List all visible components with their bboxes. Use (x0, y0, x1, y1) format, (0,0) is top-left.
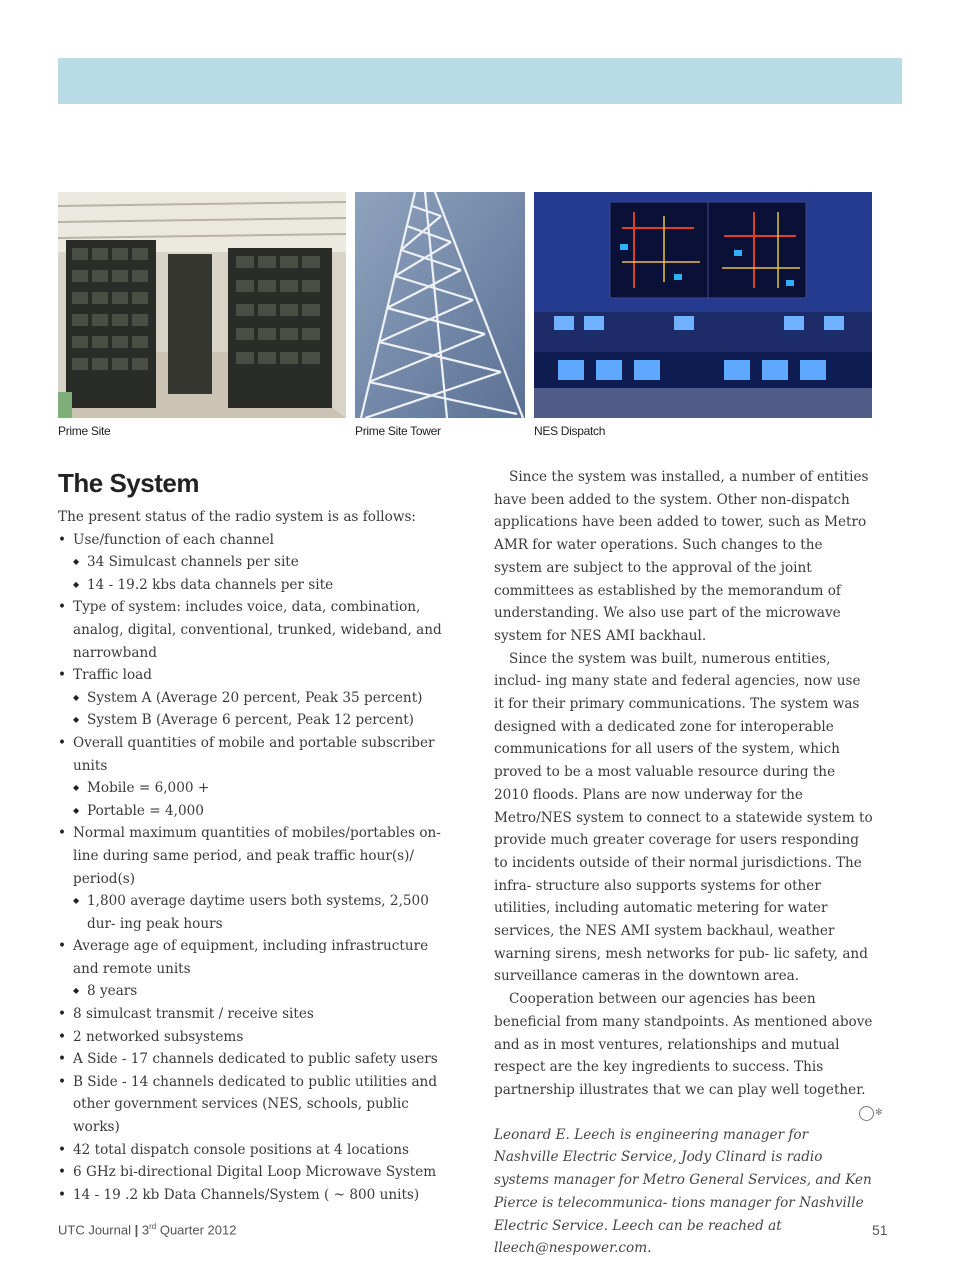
spec-subitem: ◆ Mobile = 6,000 + (73, 777, 458, 800)
left-column (58, 466, 458, 1206)
section-heading: The System (58, 468, 199, 498)
spec-item (58, 664, 458, 732)
journal-name: UTC Journal (58, 1222, 131, 1238)
spec-sublist (73, 980, 458, 1003)
spec-subitem: ◆ 14 - 19.2 kbs data channels per site (73, 574, 458, 597)
page-number: 51 (872, 1222, 888, 1238)
spec-subitem: ◆ 8 years (73, 980, 458, 1003)
spec-list (58, 529, 458, 1207)
prime-site-caption: Prime Site (58, 424, 111, 438)
spec-item (58, 1003, 458, 1026)
footer-journal (58, 1222, 236, 1237)
spec-item (58, 935, 458, 1003)
spec-item (58, 1048, 458, 1071)
spec-item-text: Average age of equipment, including infrastructure and remote units (73, 938, 429, 977)
spec-item (58, 1161, 458, 1184)
spec-sublist (73, 687, 458, 732)
quarter-text: Quarter 2012 (156, 1222, 237, 1238)
spec-item-text: B Side - 14 channels dedicated to public utilities and other government services (NES, schools, public works) (73, 1073, 438, 1136)
prime-site-photo (58, 192, 346, 418)
spec-item-text: Use/function of each channel (73, 531, 275, 548)
header-banner (58, 58, 902, 104)
paragraph (494, 988, 883, 1118)
quarter-suffix: rd (149, 1222, 157, 1231)
spec-sublist (73, 551, 458, 596)
spec-item (58, 1026, 458, 1049)
spec-sublist (73, 777, 458, 822)
spec-item-text: 2 networked subsystems (73, 1028, 244, 1045)
nes-dispatch-caption: NES Dispatch (534, 424, 606, 438)
spec-item (58, 1139, 458, 1162)
spec-item-text: Traffic load (73, 667, 152, 684)
spec-item-text: Overall quantities of mobile and portable subscriber units (73, 734, 435, 774)
paragraph-text: Cooperation between our agencies has been beneficial from many standpoints. As mentioned above and as in most ventures, relationships and mutual respect are the key ingredients to success. This partnership illustrates that we can play well together. (494, 991, 873, 1098)
spec-item (58, 596, 458, 664)
spec-item (58, 529, 458, 597)
spec-item (58, 822, 458, 935)
spec-item-text: 42 total dispatch console positions at 4 locations (73, 1141, 410, 1158)
author-bio: Leonard E. Leech is engineering manager for Nashville Electric Service, Jody Clinard is radio systems manager for Metro General Services, and Ken Pierce is telecommunica- tions manager for Nashville Electric Service. Leech can be reached at lleech@nespower.com. (494, 1126, 872, 1257)
quarter-number: 3 (141, 1222, 150, 1238)
prime-site-tower-caption: Prime Site Tower (355, 424, 441, 438)
paragraph: Since the system was installed, a number of entities have been added to the system. Other non-dispatch applications have been added to tower, such as Metro AMR for water operations. Such changes to the system are subject to the approval of the joint committees as established by the memorandum of understanding. We also use part of the microwave system for NES AMI backhaul. (494, 469, 869, 644)
spec-subitem: ◆ System B (Average 6 percent, Peak 12 percent) (73, 709, 458, 732)
spec-item-text: Type of system: includes voice, data, combination, analog, digital, conventional, trunked, wideband, and narrowband (73, 599, 442, 661)
spec-item (58, 1184, 458, 1207)
spec-sublist (73, 890, 458, 935)
spec-subitem: ◆ System A (Average 20 percent, Peak 35 percent) (73, 687, 458, 710)
intro-text: The present status of the radio system is as follows: (58, 509, 417, 525)
footer-separator: | (134, 1222, 139, 1238)
spec-item-text: 14 - 19 .2 kb Data Channels/System ( ~ 800 units) (73, 1186, 420, 1203)
end-mark-icon: ✻ (859, 1106, 874, 1121)
spec-subitem: ◆ 34 Simulcast channels per site (73, 551, 458, 574)
spec-item-text: A Side - 17 channels dedicated to public safety users (73, 1051, 438, 1068)
spec-item (58, 1071, 458, 1139)
spec-item-text: Normal maximum quantities of mobiles/portables on-line during same period, and peak traffic hour(s)/ period(s) (73, 825, 441, 887)
spec-item-text: 6 GHz bi-directional Digital Loop Microwave System (73, 1164, 437, 1181)
spec-subitem: ◆ Portable = 4,000 (73, 800, 458, 823)
nes-dispatch-photo (534, 192, 872, 418)
spec-subitem: ◆ 1,800 average daytime users both systems, 2,500 dur- ing peak hours (73, 890, 458, 935)
prime-site-tower-photo (355, 192, 525, 418)
paragraph: Since the system was built, numerous entities, includ- ing many state and federal agencies, now use it for their primary communications. The system was designed with a dedicated zone for interoperable communications for all users of the system, which proved to be a most valuable resource during the 2010 floods. Plans are now underway for the Metro/NES system to connect to a statewide system to provide much greater coverage for users responding to incidents outside of their normal jurisdictions. The infra- structure also supports systems for other utilities, including automatic metering for water services, the NES AMI system backhaul, weather warning sirens, mesh networks for pub- lic safety, and surveillance cameras in the downtown area. (494, 650, 873, 985)
spec-item-text: 8 simulcast transmit / receive sites (73, 1006, 314, 1023)
spec-item (58, 732, 458, 822)
